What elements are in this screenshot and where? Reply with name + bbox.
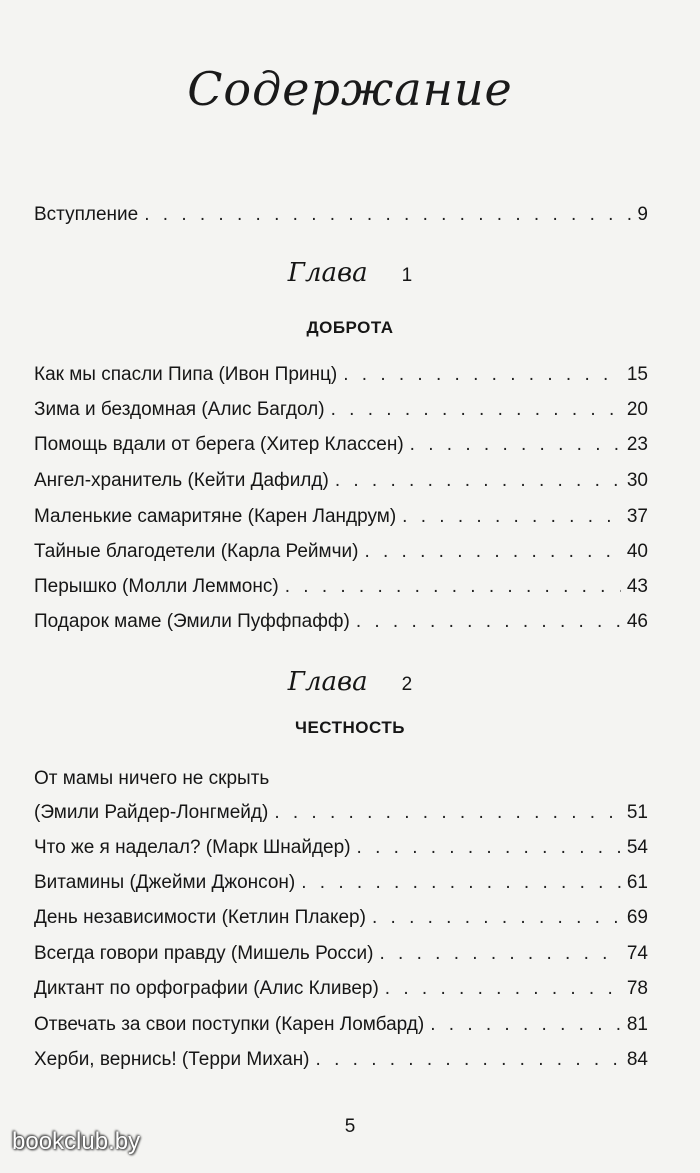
entry-page: 78 [626, 978, 648, 999]
entry-title: Подарок маме (Эмили Пуффпафф) [34, 611, 350, 632]
entry-page: 9 [637, 204, 648, 225]
entry-title: Помощь вдали от берега (Хитер Классен) [34, 434, 404, 455]
leader-dots [410, 433, 621, 457]
toc-entry[interactable] [34, 977, 648, 1001]
chapter-name-1: ДОБРОТА [306, 318, 394, 337]
toc-entry[interactable] [34, 610, 648, 634]
entry-title: (Эмили Райдер-Лонгмейд) [34, 802, 269, 823]
entry-page: 61 [626, 872, 648, 893]
toc-entry[interactable] [34, 906, 648, 930]
chapter-heading-2 [0, 667, 700, 697]
toc-entry[interactable] [34, 801, 648, 825]
leader-dots [343, 363, 621, 387]
page-title: Содержание [187, 62, 513, 116]
entry-title: Что же я наделал? (Марк Шнайдер) [34, 837, 351, 858]
leader-dots [285, 575, 621, 599]
toc-entry[interactable] [34, 942, 648, 966]
entry-title: Тайные благодетели (Карла Реймчи) [34, 541, 359, 562]
page-number: 5 [344, 1116, 356, 1137]
entry-title: Маленькие самаритяне (Карен Ландрум) [34, 506, 397, 527]
chapter-label: Глава [287, 258, 368, 288]
leader-dots [301, 871, 621, 895]
entry-page: 30 [626, 470, 648, 491]
entry-title: День независимости (Кетлин Плакер) [34, 907, 366, 928]
toc-entry[interactable] [34, 540, 648, 564]
leader-dots [316, 1048, 621, 1072]
leader-dots [430, 1013, 621, 1037]
entry-title: Всегда говори правду (Мишель Росси) [34, 943, 374, 964]
toc-entry[interactable] [34, 1048, 648, 1072]
leader-dots [356, 610, 621, 634]
leader-dots [364, 540, 620, 564]
entry-page: 54 [626, 837, 648, 858]
entry-page: 84 [626, 1049, 648, 1070]
entry-page: 69 [626, 907, 648, 928]
entry-title: Ангел-хранитель (Кейти Дафилд) [34, 470, 329, 491]
entry-page: 51 [626, 802, 648, 823]
entry-page: 37 [626, 506, 648, 527]
chapter-label: Глава [287, 667, 368, 697]
entry-page: 20 [626, 399, 648, 420]
entry-page: 43 [626, 576, 648, 597]
leader-dots [335, 469, 621, 493]
toc-entry[interactable] [34, 363, 648, 387]
entry-page: 40 [626, 541, 648, 562]
toc-entry[interactable] [34, 1013, 648, 1037]
toc-entry[interactable] [34, 433, 648, 457]
chapter-number: 1 [401, 265, 413, 286]
leader-dots [385, 977, 621, 1001]
chapter-number: 2 [401, 674, 413, 695]
leader-dots [357, 836, 621, 860]
toc-entry[interactable] [34, 469, 648, 493]
entry-page: 15 [626, 364, 648, 385]
entry-page: 74 [626, 943, 648, 964]
entry-page: 46 [626, 611, 648, 632]
entry-title: Отвечать за свои поступки (Карен Ломбард) [34, 1014, 425, 1035]
entry-title: Витамины (Джейми Джонсон) [34, 872, 296, 893]
entry-title: Вступление [34, 204, 139, 225]
entry-page: 23 [626, 434, 648, 455]
toc-entry-intro[interactable] [34, 203, 648, 227]
chapter-name-2: ЧЕСТНОСТЬ [295, 718, 405, 737]
leader-dots [331, 398, 621, 422]
entry-page: 81 [626, 1014, 648, 1035]
toc-entry[interactable] [34, 871, 648, 895]
toc-entry[interactable] [34, 398, 648, 422]
toc-entry[interactable] [34, 575, 648, 599]
toc-entry[interactable] [34, 836, 648, 860]
watermark: bookclub.by [12, 1128, 141, 1155]
leader-dots [372, 906, 621, 930]
entry-title-line1[interactable]: От мамы ничего не скрыть [34, 768, 270, 789]
leader-dots [379, 942, 620, 966]
leader-dots [402, 505, 621, 529]
entry-title: Перышко (Молли Леммонс) [34, 576, 279, 597]
entry-title: Как мы спасли Пипа (Ивон Принц) [34, 364, 338, 385]
chapter-heading-1 [0, 258, 700, 288]
entry-title: Херби, вернись! (Терри Михан) [34, 1049, 310, 1070]
entry-title: Зима и бездомная (Алис Багдол) [34, 399, 325, 420]
leader-dots [144, 203, 631, 227]
leader-dots [274, 801, 621, 825]
entry-title: Диктант по орфографии (Алис Кливер) [34, 978, 379, 999]
toc-entry[interactable] [34, 505, 648, 529]
